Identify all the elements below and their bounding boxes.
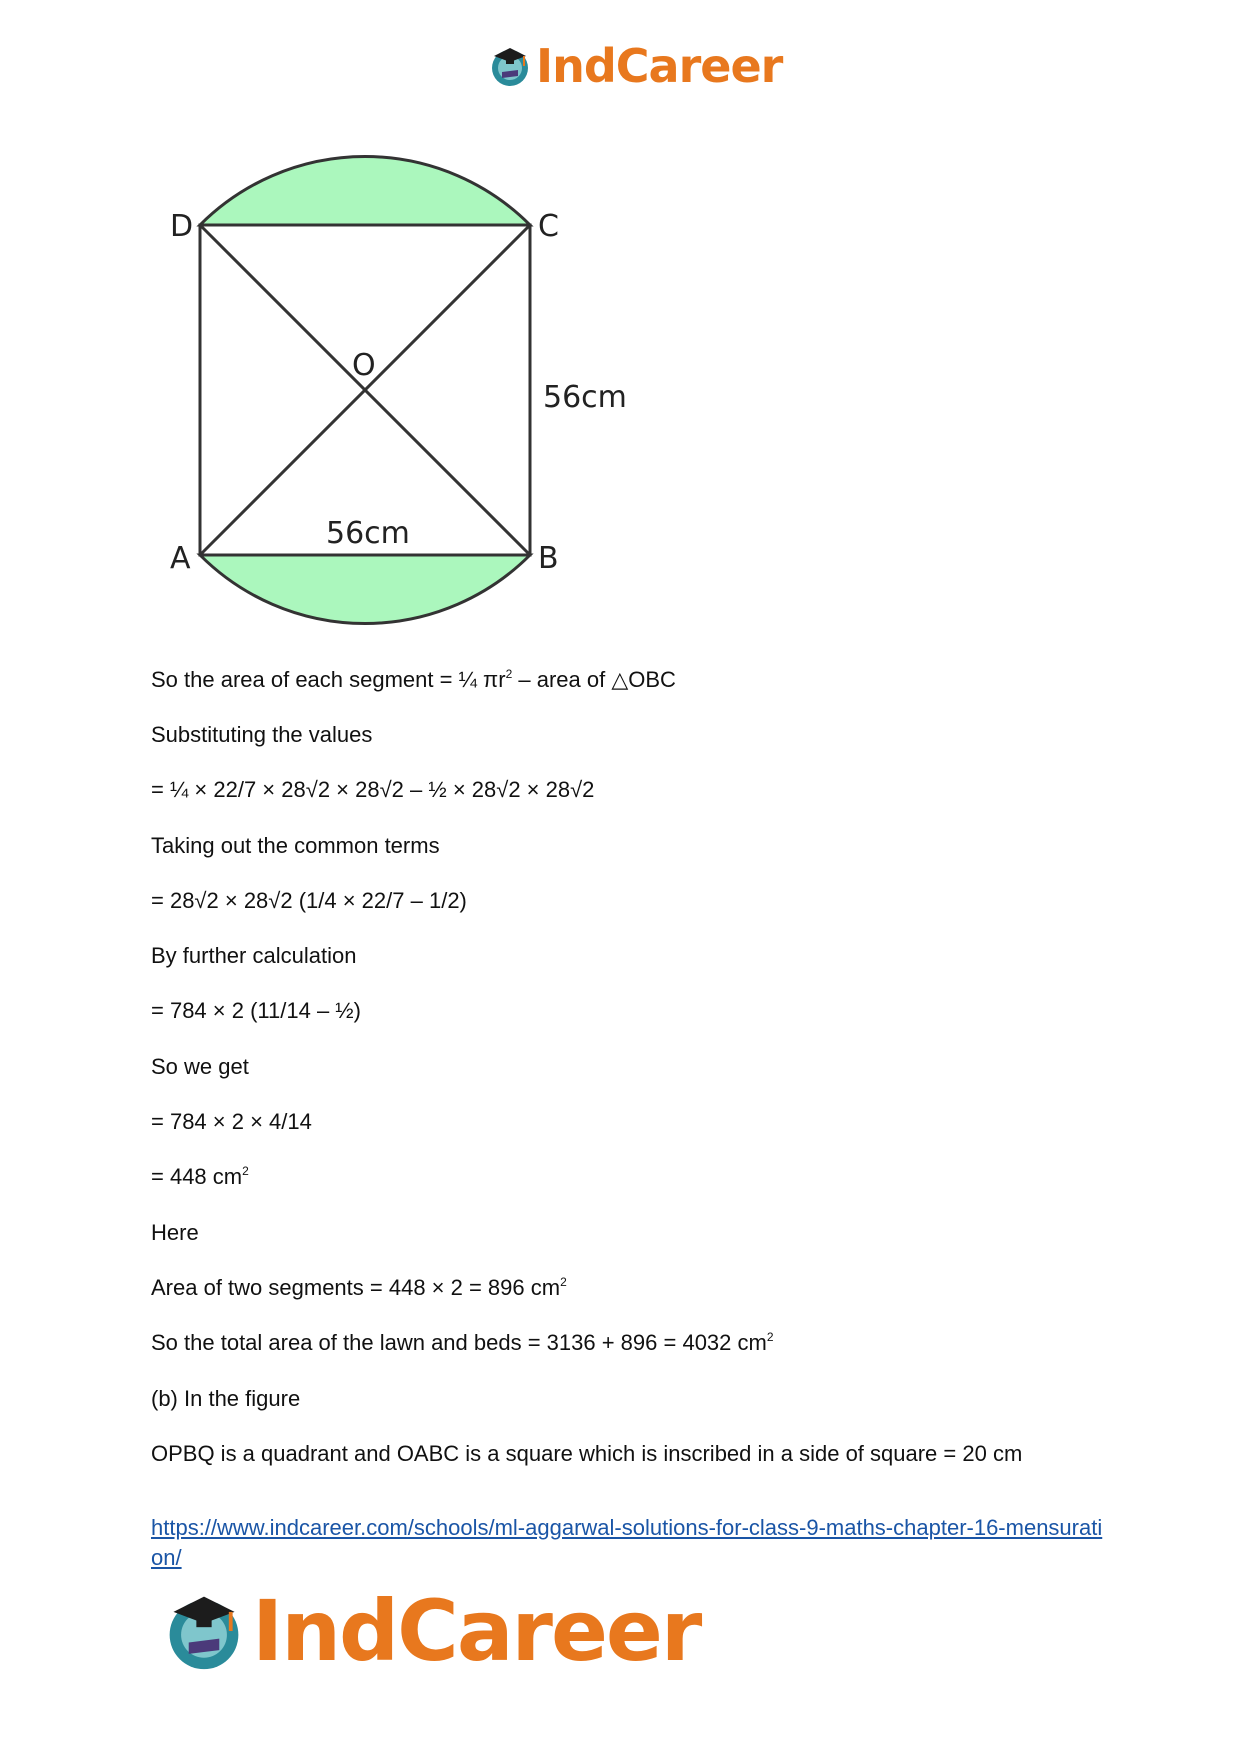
text-line: = 784 × 2 × 4/14: [151, 1109, 312, 1134]
text-line: = 784 × 2 (11/14 – ½): [151, 998, 361, 1023]
text-line: Area of two segments = 448 × 2 = 896 $cm^2$: [151, 1275, 567, 1300]
footer-logo: [162, 1582, 701, 1680]
graduation-globe-icon: [488, 44, 532, 88]
label-a: A: [170, 541, 191, 576]
bottom-segment: [200, 555, 530, 623]
graduation-globe-icon: [162, 1589, 246, 1673]
top-segment: [200, 157, 530, 225]
text-line: (b) In the figure: [151, 1386, 301, 1411]
text-line: = 28√2 × 28√2 (1/4 × 22/7 – 1/2): [151, 888, 467, 913]
text-line: So the total area of the lawn and beds = 3136 + 896 = 4032 $cm^2$: [151, 1330, 774, 1355]
text-line: By further calculation: [151, 943, 357, 968]
label-b: B: [538, 541, 559, 576]
text-line: Substituting the values: [151, 722, 373, 747]
text-line: So the area of each segment = ¼ $\pi r^2$ – area of △OBC: [151, 667, 676, 692]
header-logo: [488, 40, 782, 92]
text-line: = ¼ × 22/7 × 28√2 × 28√2 – ½ × 28√2 × 28√2: [151, 777, 595, 802]
label-o: O: [352, 348, 376, 383]
text-line: OPBQ is a quadrant and OABC is a square which is inscribed in a side of square = 20 cm: [151, 1441, 1023, 1466]
square-with-segments-diagram: [160, 140, 660, 630]
label-side-right: 56cm: [543, 380, 627, 415]
source-link[interactable]: https://www.indcareer.com/schools/ml-aggarwal-solutions-for-class-9-maths-chapter-16-mensuration/: [151, 1515, 1103, 1570]
logo-text: IndCareer: [252, 1582, 701, 1680]
logo-text: IndCareer: [536, 39, 783, 93]
text-line: Here: [151, 1220, 199, 1245]
label-c: C: [538, 209, 559, 244]
geometry-figure: [160, 140, 660, 635]
text-line: So we get: [151, 1054, 249, 1079]
text-line: Taking out the common terms: [151, 833, 440, 858]
label-d: D: [170, 209, 194, 244]
label-side-bottom: 56cm: [326, 516, 410, 551]
text-line: = 448 $cm^2$: [151, 1164, 249, 1189]
